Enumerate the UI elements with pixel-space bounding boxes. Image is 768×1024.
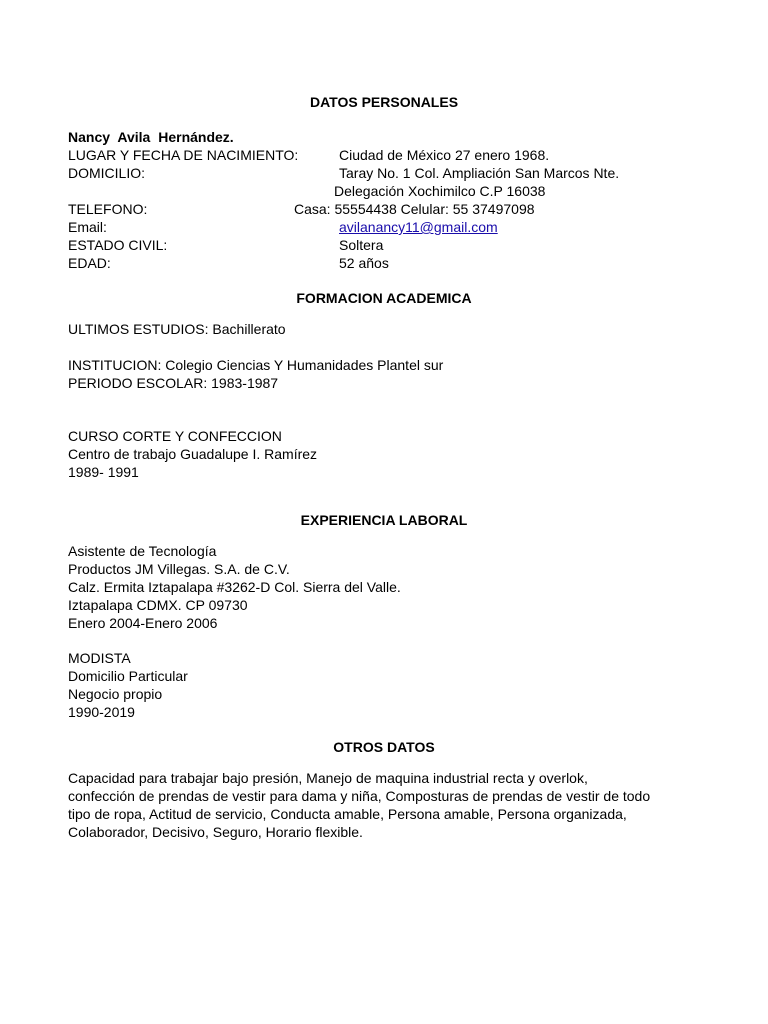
job-1-line: Enero 2004-Enero 2006 <box>68 615 218 631</box>
email-link[interactable]: avilanancy11@gmail.com <box>339 219 498 235</box>
birth-label: LUGAR Y FECHA DE NACIMIENTO: <box>68 147 299 163</box>
other-line: Capacidad para trabajar bajo presión, Manejo de maquina industrial recta y overlok, <box>68 770 588 786</box>
age-label: EDAD: <box>68 255 111 271</box>
job-1-line: Asistente de Tecnología <box>68 543 217 559</box>
civil-status-label: ESTADO CIVIL: <box>68 237 168 253</box>
course-center: Centro de trabajo Guadalupe I. Ramírez <box>68 446 318 462</box>
applicant-name: Nancy Avila Hernández. <box>68 129 234 145</box>
other-line: Colaborador, Decisivo, Seguro, Horario flexible. <box>68 824 363 840</box>
phone-label: TELEFONO: <box>68 201 148 217</box>
section-title-education: FORMACION ACADEMICA <box>296 290 472 306</box>
other-line: tipo de ropa, Actitud de servicio, Conducta amable, Persona amable, Persona organizada, <box>68 806 627 822</box>
course-title: CURSO CORTE Y CONFECCION <box>68 428 282 444</box>
age-value: 52 años <box>339 255 389 271</box>
address-line-2: Delegación Xochimilco C.P 16038 <box>334 183 546 199</box>
address-label: DOMICILIO: <box>68 165 146 181</box>
school-period: PERIODO ESCOLAR: 1983-1987 <box>68 375 279 391</box>
email-label: Email: <box>68 219 107 235</box>
section-title-personal: DATOS PERSONALES <box>309 94 459 110</box>
job-1-line: Productos JM Villegas. S.A. de C.V. <box>68 561 290 577</box>
other-line: confección de prendas de vestir para dama y niña, Composturas de prendas de vestir de todo <box>68 788 651 804</box>
course-years: 1989- 1991 <box>68 464 139 480</box>
birth-value: Ciudad de México 27 enero 1968. <box>339 147 550 163</box>
section-title-experience: EXPERIENCIA LABORAL <box>300 512 468 528</box>
last-studies: ULTIMOS ESTUDIOS: Bachillerato <box>68 321 286 337</box>
job-2-line: Negocio propio <box>68 686 163 702</box>
job-1-line: Iztapalapa CDMX. CP 09730 <box>68 597 248 613</box>
job-1-line: Calz. Ermita Iztapalapa #3262-D Col. Sierra del Valle. <box>68 579 401 595</box>
section-title-other: OTROS DATOS <box>333 739 435 755</box>
job-2-line: MODISTA <box>68 650 131 666</box>
institution: INSTITUCION: Colegio Ciencias Y Humanidades Plantel sur <box>68 357 444 373</box>
civil-status-value: Soltera <box>339 237 384 253</box>
job-2-line: Domicilio Particular <box>68 668 188 684</box>
job-2-line: 1990-2019 <box>68 704 135 720</box>
address-line-1: Taray No. 1 Col. Ampliación San Marcos Nte. <box>339 165 620 181</box>
phone-value: Casa: 55554438 Celular: 55 37497098 <box>294 201 535 217</box>
